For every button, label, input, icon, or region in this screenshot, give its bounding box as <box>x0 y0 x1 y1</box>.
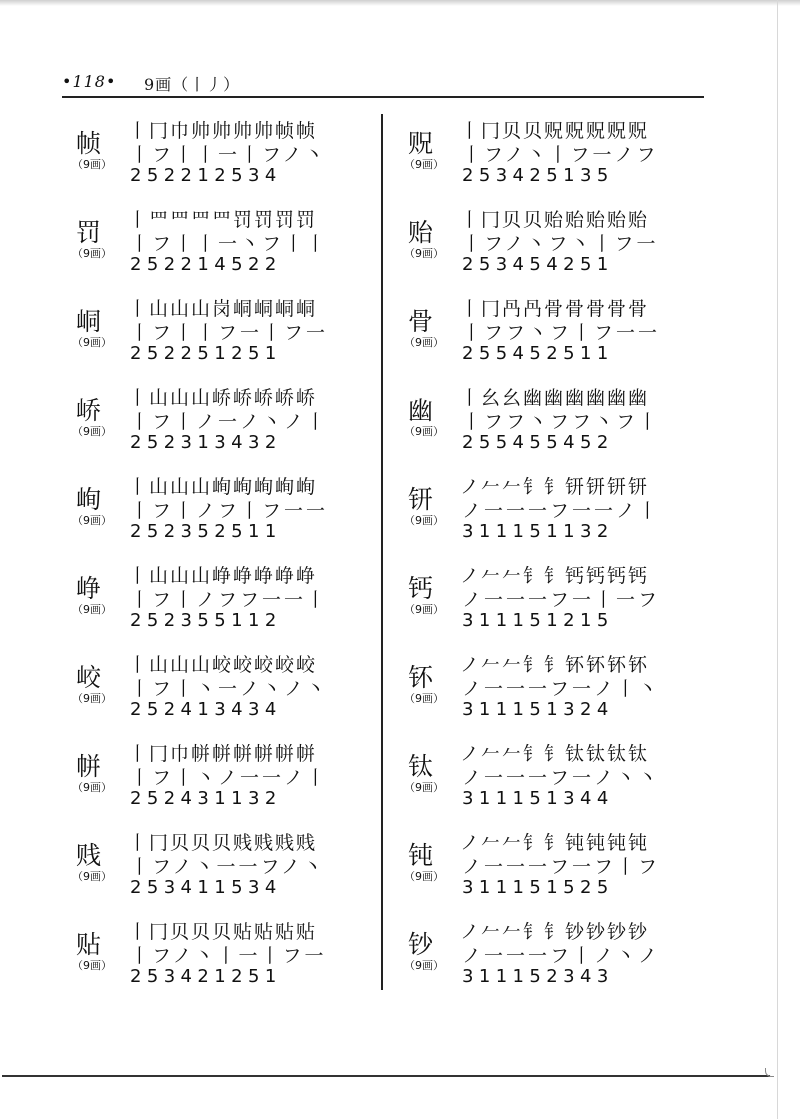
stroke-sequence: ノ𠂉𠂉钅钅钞钞钞钞 <box>460 921 650 943</box>
stroke-sequence: 丨冂巾帅帅帅帅帧帧 <box>128 120 318 142</box>
stroke-shapes: 丨フノ丶丨フ一ノフ <box>462 144 659 166</box>
char-entry <box>400 822 740 911</box>
char-entry <box>68 644 408 733</box>
stroke-sequence: 丨冂巾帡帡帡帡帡帡 <box>128 743 318 765</box>
character: 钝 <box>408 841 434 870</box>
stroke-codes: 252352511 <box>130 521 282 542</box>
character: 钞 <box>408 930 434 959</box>
stroke-count-label: （9画） <box>404 603 444 616</box>
stroke-shapes: 丨フ丨丶ノ一一ノ丨 <box>130 767 329 789</box>
left-column <box>68 110 408 1000</box>
stroke-sequence: 丨山山山峤峤峤峤峤 <box>128 387 318 409</box>
char-entry <box>400 377 740 466</box>
char-entry <box>400 288 740 377</box>
stroke-shapes: ノ一一一フ一ノ丶丶 <box>462 767 661 789</box>
stroke-count-label: （9画） <box>404 247 444 260</box>
stroke-codes: 253421251 <box>130 966 282 987</box>
stroke-codes: 311151215 <box>462 610 614 631</box>
stroke-count-label: （9画） <box>72 247 112 260</box>
stroke-count-label: （9画） <box>404 336 444 349</box>
stroke-count-label: （9画） <box>404 959 444 972</box>
character: 贴 <box>76 930 102 959</box>
stroke-sequence: 丨冂贝贝贻贻贻贻贻 <box>460 209 650 231</box>
stroke-count-label: （9画） <box>72 514 112 527</box>
character: 钚 <box>408 663 434 692</box>
stroke-shapes: 丨フフ丶フフ丶フ丨 <box>462 411 661 433</box>
stroke-codes: 255452511 <box>462 343 614 364</box>
stroke-shapes: 丨フ丨ノフフ一一丨 <box>130 589 329 611</box>
stroke-codes: 311152343 <box>462 966 614 987</box>
char-entry <box>400 733 740 822</box>
stroke-sequence: 丨山山山峋峋峋峋峋 <box>128 476 318 498</box>
char-entry <box>68 377 408 466</box>
stroke-sequence: 丨冂贝贝贝贱贱贱贱 <box>128 832 318 854</box>
character: 贶 <box>408 129 434 158</box>
stroke-sequence: 丨山山山峧峧峧峧峧 <box>128 654 318 676</box>
stroke-codes: 252355112 <box>130 610 282 631</box>
column-divider <box>381 114 383 990</box>
stroke-codes: 252212534 <box>130 165 282 186</box>
stroke-sequence: 丨山山山峥峥峥峥峥 <box>128 565 318 587</box>
stroke-sequence: 丨山山山岗峒峒峒峒 <box>128 298 318 320</box>
stroke-sequence: 丨冂贝贝贶贶贶贶贶 <box>460 120 650 142</box>
stroke-sequence: 丨冂冎冎骨骨骨骨骨 <box>460 298 650 320</box>
char-entry <box>400 110 740 199</box>
stroke-shapes: 丨フ丨丶一ノ丶ノ丶 <box>130 678 329 700</box>
character: 钙 <box>408 574 434 603</box>
stroke-count-label: （9画） <box>72 870 112 883</box>
stroke-shapes: 丨フフ丶フ丨フ一一 <box>462 322 661 344</box>
stroke-shapes: 丨フノ丶丨一丨フ一 <box>130 945 327 967</box>
scan-corner-mark <box>765 1068 774 1077</box>
stroke-codes: 311151344 <box>462 788 614 809</box>
stroke-count-label: （9画） <box>72 959 112 972</box>
character: 骨 <box>408 307 434 336</box>
character: 贻 <box>408 218 434 247</box>
character: 峒 <box>76 307 102 336</box>
stroke-codes: 252313432 <box>130 432 282 453</box>
right-column <box>400 110 740 1000</box>
stroke-count-label: （9画） <box>404 425 444 438</box>
stroke-sequence: ノ𠂉𠂉钅钅钘钘钘钘 <box>460 476 650 498</box>
character: 帧 <box>76 129 102 158</box>
stroke-shapes: ノ一一一フ一フ丨フ <box>462 856 661 878</box>
stroke-count-label: （9画） <box>72 336 112 349</box>
stroke-shapes: 丨フノ丶フ丶丨フ一 <box>462 233 659 255</box>
character: 钘 <box>408 485 434 514</box>
stroke-shapes: ノ一一一フ一丨一フ <box>462 589 661 611</box>
character: 峧 <box>76 663 102 692</box>
stroke-codes: 253425135 <box>462 165 614 186</box>
stroke-shapes: 丨フ丨ノフ丨フ一一 <box>130 500 329 522</box>
char-entry <box>68 466 408 555</box>
stroke-shapes: ノ一一一フ一ノ丨丶 <box>462 678 661 700</box>
stroke-sequence: 丨冂贝贝贝贴贴贴贴 <box>128 921 318 943</box>
stroke-shapes: 丨フノ丶一一フノ丶 <box>130 856 325 878</box>
char-entry <box>68 733 408 822</box>
scan-edge-right <box>777 0 778 1119</box>
stroke-count-label: （9画） <box>404 692 444 705</box>
stroke-shapes: 丨フ丨丨一丶フ丨丨 <box>130 233 329 255</box>
footer-rule <box>2 1075 770 1077</box>
stroke-sequence: ノ𠂉𠂉钅钅钛钛钛钛 <box>460 743 650 765</box>
stroke-codes: 311151132 <box>462 521 614 542</box>
char-entry <box>400 466 740 555</box>
stroke-count-label: （9画） <box>72 603 112 616</box>
char-entry <box>68 822 408 911</box>
stroke-codes: 252431132 <box>130 788 282 809</box>
stroke-shapes: 丨フ丨丨フ一丨フ一 <box>130 322 329 344</box>
character: 峋 <box>76 485 102 514</box>
stroke-codes: 252214522 <box>130 254 282 275</box>
stroke-count-label: （9画） <box>404 514 444 527</box>
char-entry <box>68 110 408 199</box>
scan-edge-top <box>0 0 800 6</box>
char-entry <box>400 199 740 288</box>
stroke-shapes: ノ一一一フ丨ノ丶ノ <box>462 945 661 967</box>
stroke-count-label: （9画） <box>72 425 112 438</box>
stroke-sequence: ノ𠂉𠂉钅钅钝钝钝钝 <box>460 832 650 854</box>
stroke-shapes: 丨フ丨丨一丨フノ丶 <box>130 144 327 166</box>
char-entry <box>68 911 408 1000</box>
stroke-count-label: （9画） <box>404 781 444 794</box>
section-title: 9画（丨丿） <box>144 75 241 94</box>
character: 幽 <box>408 396 434 425</box>
stroke-codes: 255455452 <box>462 432 614 453</box>
stroke-sequence: 丨幺幺幽幽幽幽幽幽 <box>460 387 650 409</box>
char-entry <box>400 644 740 733</box>
character: 峥 <box>76 574 102 603</box>
stroke-sequence: ノ𠂉𠂉钅钅钚钚钚钚 <box>460 654 650 676</box>
char-entry <box>400 555 740 644</box>
header-rule <box>62 96 704 98</box>
stroke-codes: 253454251 <box>462 254 614 275</box>
stroke-count-label: （9画） <box>72 158 112 171</box>
stroke-shapes: ノ一一一フ一一ノ丨 <box>462 500 661 522</box>
page-number: •118• <box>62 72 117 91</box>
stroke-count-label: （9画） <box>72 692 112 705</box>
stroke-count-label: （9画） <box>404 158 444 171</box>
stroke-codes: 252251251 <box>130 343 282 364</box>
stroke-count-label: （9画） <box>72 781 112 794</box>
stroke-codes: 311151324 <box>462 699 614 720</box>
character: 钛 <box>408 752 434 781</box>
stroke-sequence: ノ𠂉𠂉钅钅钙钙钙钙 <box>460 565 650 587</box>
char-entry <box>68 555 408 644</box>
stroke-codes: 252413434 <box>130 699 282 720</box>
stroke-codes: 253411534 <box>130 877 282 898</box>
stroke-shapes: 丨フ丨ノ一ノ丶ノ丨 <box>130 411 329 433</box>
character: 罚 <box>76 218 102 247</box>
stroke-codes: 311151525 <box>462 877 614 898</box>
character: 峤 <box>76 396 102 425</box>
char-entry <box>68 199 408 288</box>
character: 贱 <box>76 841 102 870</box>
char-entry <box>400 911 740 1000</box>
char-entry <box>68 288 408 377</box>
page-header <box>62 68 704 96</box>
stroke-count-label: （9画） <box>404 870 444 883</box>
character: 帡 <box>76 752 102 781</box>
stroke-sequence: 丨罒罒罒罒罚罚罚罚 <box>128 209 318 231</box>
